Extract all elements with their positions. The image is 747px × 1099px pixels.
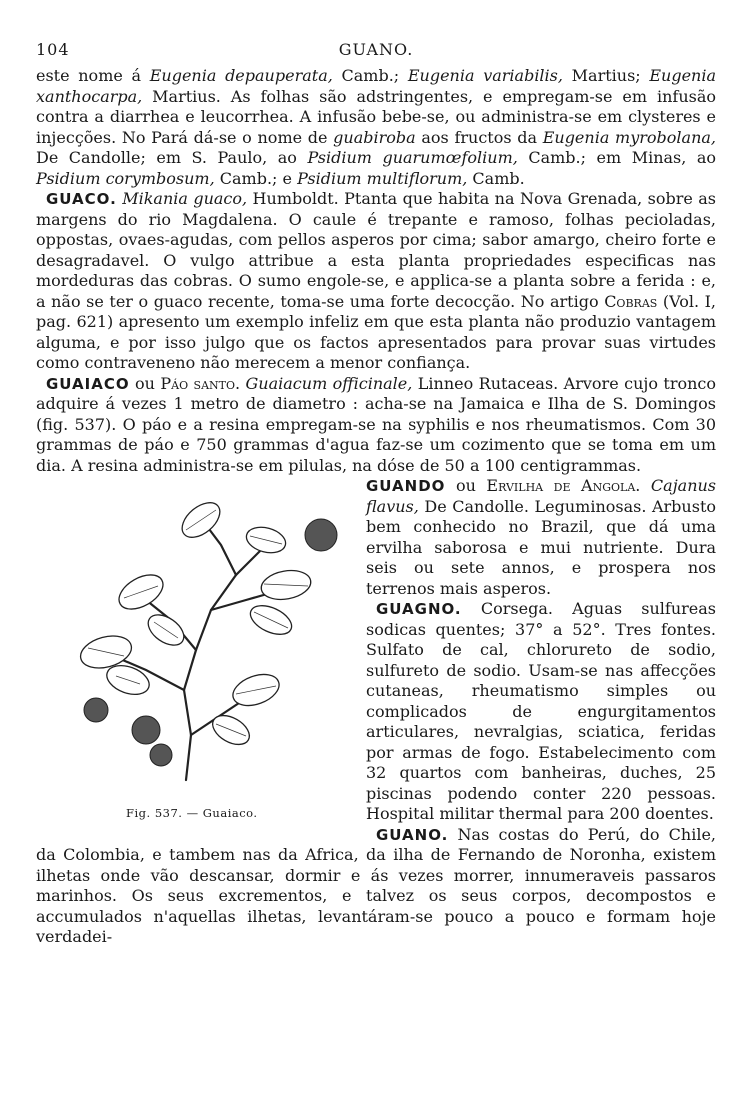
headword-guando: GUANDO [366, 477, 446, 495]
entry-guaiaco: GUAIACO ou Páo santo. Guaiacum officinale, Linneo Rutaceas. Arvore cujo tronco adquire á vezes 1 metro de diametro : acha-se na Jamaica e Ilha de S. Domingos (fig. 537). O páo e a resina empregam-se na syphilis e nos rheumatismos. Com 30 grammas de páo e 750 grammas d'agua faz-se um cozimento que se toma em um dia. A resina administra-se em pilulas, na dóse de 50 a 100 centigrammas. [36, 373, 717, 475]
headword-guaiaco: GUAIACO [46, 374, 130, 393]
intro-paragraph: este nome á Eugenia depauperata, Camb.; Eugenia variabilis, Martius; Eugenia xanthocarpa, Martius. As folhas são adstringentes, e empregam-se em infusão contra a diarrhea e leucorrhea. A infusão bebe-se, ou administra-se em clysteres e injecções. No Pará dá-se o nome de guabiroba aos fructos da Eugenia myrobolana, De Candolle; em S. Paulo, ao Psidium guarumœfolium, Camb.; em Minas, ao Psidium corymbosum, Camb.; e Psidium multiflorum, Camb. [36, 66, 717, 188]
page [36, 40, 716, 948]
headword-guano: GUANO. [376, 825, 449, 844]
headword-guaco: GUACO. [46, 190, 117, 208]
body-text [36, 66, 716, 948]
headword-guagno: GUAGNO. [376, 600, 462, 618]
figure-guaiaco [36, 480, 356, 825]
figure-caption: Fig. 537. — Guaiaco. [126, 805, 258, 820]
entry-guano: GUANO. Nas costas do Perú, do Chile, da Colombia, e tambem nas da Africa, da ilha de Fernando de Noronha, existem ilhetas onde vão descansar, dormir e ás vezes morrer, innumeraveis passaros marinhos. Os seus excrementos, e talvez os seus corpos, decompostos e accumulados n'aquellas ilhetas, levantáram-se pouco a pouco e formam hoje verdadei- [36, 824, 716, 946]
guaiaco-branch-illustration [36, 480, 356, 800]
entry-guagno: GUAGNO. Corsega. Aguas sulfureas sodicas quentes; 37° a 52°. Tres fontes. Sulfato de cal, chlorureto de sodio, sulfureto de sodio. Usam-se nas affecções cutaneas, rheumatismo simples ou complicados de engurgitamentos articulares, nevralgias, sciatica, feridas por armas de fogo. Estabelecimento com 32 quartos com banheiras, duches, 25 piscinas podendo conter 220 pessoas. Hospital militar thermal para 200 doentes. [366, 599, 716, 823]
page-number: 104 [36, 40, 70, 59]
entry-guaco: GUACO. Mikania guaco, Humboldt. Ptanta que habita na Nova Grenada, sobre as margens do rio Magdalena. O caule é trepante e ramoso, folhas pecioladas, oppostas, ovaes-agudas, com pellos asperos por cima; sabor amargo, cheiro forte e desagradavel. O vulgo attribue a esta planta propriedades especificas nas mordeduras das cobras. O sumo engole-se, e applica-se a planta sobre a ferida : e, a não se ter o guaco recente, toma-se uma forte decocção. No artigo Cobras (Vol. I, pag. 621) apresento um exemplo infeliz em que esta planta não produzio vantagem alguma, e por isso julgo que os factos apresentados para provar suas virtudes como contraveneno não merecem a menor confiança. [36, 189, 717, 372]
page-header [36, 40, 716, 66]
entry-guando: GUANDO ou Ervilha de Angola. Cajanus flavus, De Candolle. Leguminosas. Arbusto bem conhecido no Brazil, que dá uma ervilha saborosa e mui nutriente. Dura seis ou sete annos, e prospera nos terrenos mais asperos. [366, 476, 717, 598]
running-title: GUANO. [338, 40, 414, 59]
